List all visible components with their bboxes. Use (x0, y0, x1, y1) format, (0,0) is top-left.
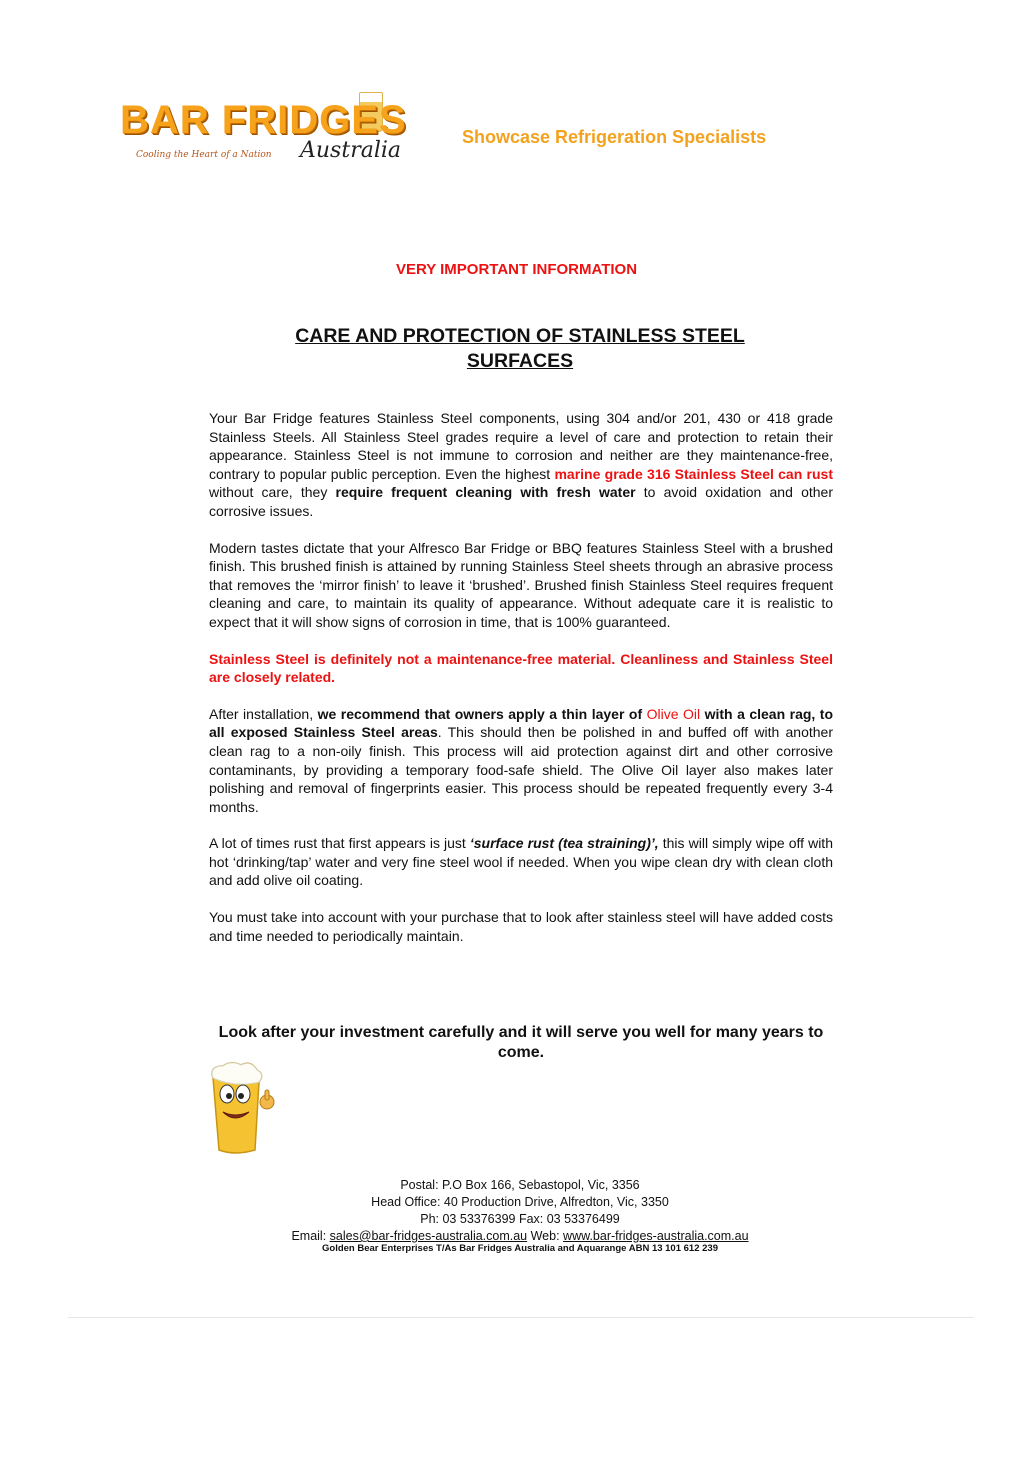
p1-highlight: marine grade 316 Stainless Steel can rust (554, 465, 833, 482)
contact-block (200, 1177, 840, 1245)
logo-wordmark: BAR FRIDGES (120, 98, 407, 142)
page-divider (68, 1317, 974, 1318)
paragraph-4 (209, 705, 833, 817)
beer-mascot-icon (205, 1060, 277, 1156)
paragraph-6: You must take into account with your purchase that to look after stainless steel will have added costs and time needed to periodically maintain. (209, 909, 833, 944)
email-link[interactable]: sales@bar-fridges-australia.com.au (329, 1229, 528, 1243)
p1-text-c: to avoid oxidation and other corrosive issues. (209, 484, 833, 519)
email-label: Email: (291, 1229, 330, 1243)
logo-subtext: Australia (300, 138, 402, 163)
postal-address: Postal: P.O Box 166, Sebastopol, Vic, 3356 (400, 1178, 640, 1192)
p4-bold-1: we recommend that owners apply a thin layer of (317, 705, 647, 722)
p4-olive-oil: Olive Oil (646, 705, 701, 722)
logo-slogan: Cooling the Heart of a Nation (136, 150, 272, 160)
p5-bold: ‘surface rust (tea straining)’, (469, 835, 659, 852)
p5-text-b: this will simply wipe off with hot ‘drinking/tap’ water and very fine steel wool if needed. When you wipe clean dry with clean cloth and add olive oil coating. (209, 835, 833, 889)
bar-fridges-logo (120, 92, 430, 172)
tagline: Showcase Refrigeration Specialists (462, 127, 767, 147)
page-title (240, 324, 800, 374)
p1-text-a: Your Bar Fridge features Stainless Steel components, using 304 and/or 201, 430 or 418 grade Stainless Steels. All Stainless Steel grades require a level of care and protection to retain their appearance. Stainless Steel is not immune to corrosion and neither are they maintenance-free, contrary to popular public perception. Even the highest (209, 410, 833, 482)
important-notice: VERY IMPORTANT INFORMATION (395, 261, 638, 278)
paragraph-5 (209, 834, 833, 890)
web-link[interactable]: www.bar-fridges-australia.com.au (563, 1229, 749, 1243)
p4-text-b: . This should then be polished in and buffed off with another clean rag to a non-oily finish. This process will aid protection against dirt and other corrosive contaminants, by providing a temporary food-safe shield. The Olive Oil layer also makes later polishing and removal of fingerprints easier. This process should be repeated frequently every 3-4 months. (209, 724, 833, 815)
p5-text-a: A lot of times rust that first appears is just (209, 835, 470, 852)
p1-bold: require frequent cleaning with fresh water (335, 484, 636, 501)
title-line-1: CARE AND PROTECTION OF STAINLESS STEEL (295, 325, 745, 347)
head-office-address: Head Office: 40 Production Drive, Alfredton, Vic, 3350 (371, 1195, 669, 1209)
p4-bold-2: with a clean rag, to all exposed Stainless Steel areas (209, 705, 834, 741)
p4-text-a: After installation, (209, 705, 318, 722)
phone-fax: Ph: 03 53376399 Fax: 03 53376499 (420, 1212, 620, 1226)
paragraph-1 (209, 409, 833, 521)
web-label: Web: (527, 1229, 564, 1243)
p1-text-b: without care, they (209, 484, 336, 501)
document-body (209, 409, 833, 963)
company-abn: Golden Bear Enterprises T/As Bar Fridges Australia and Aquarange ABN 13 101 612 239 (322, 1243, 718, 1254)
title-line-2: SURFACES (466, 350, 574, 372)
paragraph-3-warning: Stainless Steel is definitely not a maintenance-free material. Cleanliness and Stainless Steel are closely related. (209, 650, 833, 686)
paragraph-2: Modern tastes dictate that your Alfresco Bar Fridge or BBQ features Stainless Steel with a brushed finish. This brushed finish is attained by running Stainless Steel sheets through an abrasive process that removes the ‘mirror finish’ to leave it ‘brushed’. Brushed finish Stainless Steel requires frequent cleaning and care, to maintain its quality of appearance. Without adequate care it is realistic to expect that it will show signs of corrosion in time, that is 100% guaranteed. (209, 539, 833, 630)
closing-statement: Look after your investment carefully and it will serve you well for many years to come. (218, 1024, 824, 1061)
